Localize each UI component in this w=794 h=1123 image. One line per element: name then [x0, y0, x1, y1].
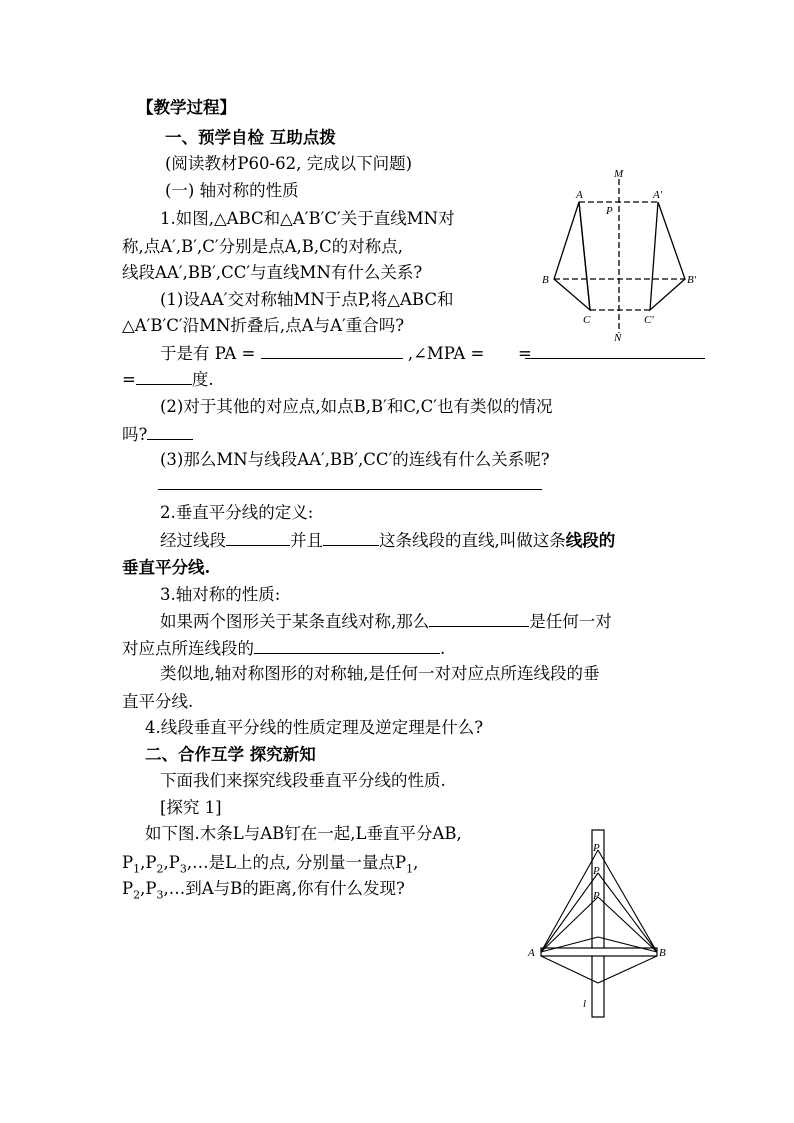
label-p3: P — [593, 842, 600, 854]
q1-1-line1: (1)设AA′交对称轴MN于点P,将△ABC和 — [160, 290, 454, 309]
q2-line1 — [160, 530, 615, 552]
q1-1-line3 — [160, 343, 484, 365]
explore-line2: $P_1,P_2,P_3,\dots$是L上的点, 分别量一量点$P_1$, — [122, 853, 419, 876]
q3-line3: 类似地,轴对称图形的对称轴,是任何一对对应点所连线段的垂 — [160, 664, 600, 683]
label-p: P — [606, 205, 613, 217]
q1-1-line4 — [122, 369, 214, 391]
q3-blank-2[interactable] — [254, 638, 440, 654]
q3-text-b: 是任何一对 — [529, 612, 612, 631]
q3-line1 — [160, 611, 612, 633]
wood-strip-ab — [541, 948, 657, 956]
explore-line1: 如下图.木条L与AB钉在一起,L垂直平分AB, — [145, 824, 462, 843]
q1-3-answer-line[interactable] — [158, 474, 542, 496]
pa-label: 于是有 PA = — [160, 344, 256, 363]
q2-line2: 垂直平分线. — [122, 558, 211, 577]
q3-period: . — [440, 639, 446, 658]
label-a: A — [528, 947, 535, 959]
q1-1-line2: △A′B′C′沿MN折叠后,点A与A′重合吗? — [122, 316, 405, 335]
q4-line: 4.线段垂直平分线的性质定理及逆定理是什么? — [145, 718, 484, 737]
q3-title: 3.轴对称的性质: — [160, 585, 281, 604]
q1-2-line2 — [122, 424, 193, 446]
mpa-blank[interactable] — [525, 343, 705, 359]
pa-blank[interactable] — [261, 343, 403, 359]
q1-2-line1: (2)对于其他的对应点,如点B,B′和C,C′也有类似的情况 — [160, 397, 553, 416]
equals-label: = — [122, 370, 136, 389]
q1-3-blank[interactable] — [158, 474, 542, 490]
q2-blank-2[interactable] — [323, 530, 379, 546]
q1-line1: 1.如图,△ABC和△A′B′C′关于直线MN对 — [160, 209, 455, 228]
label-p1: P — [593, 890, 600, 902]
q1-2-blank[interactable] — [147, 424, 193, 440]
lesson-header: 【教学过程】 — [137, 98, 236, 117]
q3-text-c: 对应点所连线段的 — [122, 639, 254, 658]
q3-line4: 直平分线. — [122, 692, 194, 711]
mpa-blank-line[interactable] — [525, 343, 705, 365]
reading-note: (阅读教材P60-62, 完成以下问题) — [165, 154, 413, 173]
bisector-figure — [525, 825, 675, 1025]
q2-text-b: 并且 — [290, 531, 323, 550]
label-b: B — [542, 274, 549, 286]
q2-text-c: 这条线段的直线,叫做这条 — [379, 531, 566, 550]
label-a: A — [576, 189, 583, 201]
label-b-prime: B′ — [687, 274, 697, 286]
q1-line2: 称,点A′,B′,C′分别是点A,B,C的对称点, — [122, 237, 404, 256]
label-a-prime: A′ — [653, 189, 663, 201]
label-l: l — [583, 998, 587, 1010]
label-m: M — [614, 168, 624, 180]
reflection-figure — [540, 165, 710, 345]
q3-line2 — [122, 638, 445, 660]
q2-title: 2.垂直平分线的定义: — [160, 503, 314, 522]
q2-text-d: 线段的 — [565, 531, 616, 550]
q2-text-a: 经过线段 — [160, 531, 226, 550]
label-c: C — [583, 314, 591, 326]
subsection-title: (一) 轴对称的性质 — [165, 181, 299, 200]
q3-blank-1[interactable] — [429, 611, 529, 627]
section-2-intro: 下面我们来探究线段垂直平分线的性质. — [160, 771, 446, 790]
explore-line3: $P_2,P_3,\dots$到A与B的距离,你有什么发现? — [122, 879, 405, 902]
q1-line3: 线段AA′,BB′,CC′与直线MN有什么关系? — [122, 263, 423, 282]
q1-3-line: (3)那么MN与线段AA′,BB′,CC′的连线有什么关系呢? — [160, 450, 550, 469]
triangle-abc-prime — [650, 202, 685, 310]
q1-2-label: 吗? — [122, 425, 148, 444]
label-n: N — [614, 332, 622, 344]
q2-blank-1[interactable] — [226, 530, 290, 546]
section-2-title: 二、合作互学 探究新知 — [145, 745, 316, 764]
equals-sign: = — [518, 344, 532, 363]
q3-text-a: 如果两个图形关于某条直线对称,那么 — [160, 612, 430, 631]
section-1-title: 一、预学自检 互助点拨 — [165, 128, 336, 147]
mpa-label: ,∠MPA = — [407, 344, 485, 363]
degree-unit: 度. — [191, 370, 214, 389]
label-p2: P — [593, 865, 600, 877]
label-b: B — [659, 947, 666, 959]
degree-blank[interactable] — [136, 369, 192, 385]
label-c-prime: C′ — [644, 314, 654, 326]
explore-1-label: [探究 1] — [160, 798, 222, 817]
